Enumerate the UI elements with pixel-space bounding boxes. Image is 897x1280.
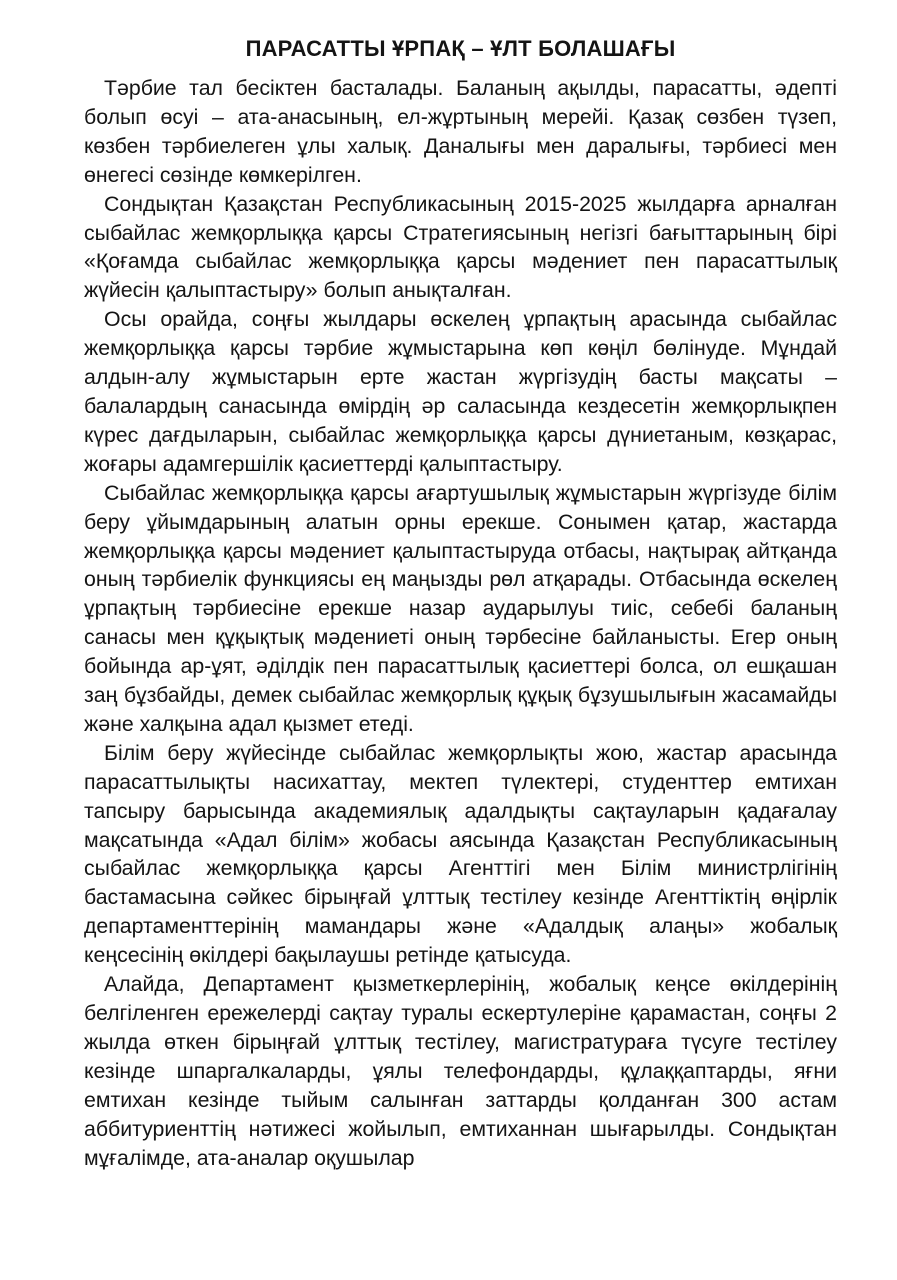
paragraph-5: Білім беру жүйесінде сыбайлас жемқорлықты жою, жастар арасында парасаттылықты насихаттау, мектеп түлектері, студенттер емтихан тапсыру барысында академиялық адалдықты сақтауларын қадағалау мақсатында «Адал білім» жобасы аясында Қазақстан Республикасының сыбайлас жемқорлыққа қарсы Агенттігі мен Білім министрлігінің бастамасына сәйкес бірыңғай ұлттық тестілеу кезінде Агенттіктің өңірлік департаменттерінің мамандары және «Адалдық алаңы» жобалық кеңсесінің өкілдері бақылаушы ретінде қатысуда. (84, 740, 837, 968)
paragraph-3: Осы орайда, соңғы жылдары өскелең ұрпақтың арасында сыбайлас жемқорлыққа қарсы тәрбие жұмыстарына көп көңіл бөлінуде. Мұндай алдын-алу жұмыстарын ерте жастан жүргізудің басты мақсаты – балалардың санасында өмірдің әр саласында кездесетін жемқорлықпен күрес дағдыларын, сыбайлас жемқорлыққа қарсы дүниетаным, көзқарас, жоғары адамгершілік қасиеттерді қалыптастыру. (84, 307, 837, 476)
paragraph-1: Тәрбие тал бесіктен басталады. Баланың ақылды, парасатты, әдепті болып өсуі – ата-анасының, ел-жұртының мерейі. Қазақ сөзбен түзеп, көзбен тәрбиелеген ұлы халық. Даналығы мен даралығы, тәрбиесі мен өнегесі сөзінде көмкерілген. (84, 76, 837, 187)
paragraph-2: Сондықтан Қазақстан Республикасының 2015-2025 жылдарға арналған сыбайлас жемқорлыққа қарсы Стратегиясының негізгі бағыттарының бірі «Қоғамда сыбайлас жемқорлыққа қарсы мәдениет пен парасаттылық жүйесін қалыптастыру» болып анықталған. (84, 191, 837, 303)
paragraph-6: Алайда, Департамент қызметкерлерінің, жобалық кеңсе өкілдерінің белгіленген ережелерді сақтау туралы ескертулеріне қарамастан, соңғы 2 жылда өткен бірыңғай ұлттық тестілеу, магистратураға түсуге тестілеу кезінде шпаргалкаларды, ұялы телефондарды, құлаққаптарды, яғни емтихан кезінде тыйым салынған заттарды қолданған 300 астам аббитуриенттің нәтижесі жойылып, емтиханнан шығарылды. Сондықтан мұғалімде, ата-аналар оқушылар (84, 972, 837, 1170)
paragraph-4: Сыбайлас жемқорлыққа қарсы ағартушылық жұмыстарын жүргізуде білім беру ұйымдарының алатын орны ерекше. Сонымен қатар, жастарда жемқорлыққа қарсы мәдениет қалыптастыруда отбасы, нақтырақ айтқанда оның тәрбиелік функциясы ең маңызды рөл атқарады. Отбасында өскелең ұрпақтың тәрбиесіне ерекше назар аударылуы тиіс, себебі баланың санасы мен құқықтық мәдениеті оның тәрбесіне байланысты. Егер оның бойында ар-ұят, әділдік пен парасаттылық қасиеттері болса, ол ешқашан заң бұзбайды, демек сыбайлас жемқорлық құқық бұзушылығын жасамайды және халқына адал қызмет етеді. (84, 480, 837, 736)
document-title: ПАРАСАТТЫ ҰРПАҚ – ҰЛТ БОЛАШАҒЫ (245, 36, 676, 61)
